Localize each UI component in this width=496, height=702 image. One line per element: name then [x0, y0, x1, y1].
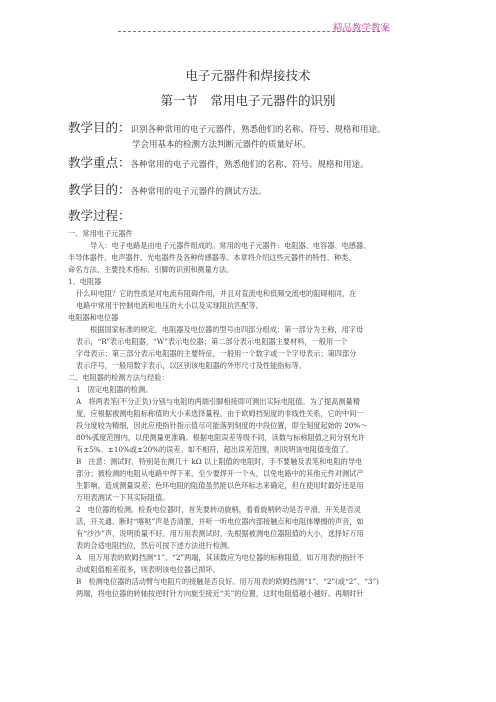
objectives-label: 教学目的： [68, 120, 131, 135]
body-line: 什么叫电阻？它的性质是对电流有阻碍作用，并且对直流电和低频交流电的阻碍相同，在 [76, 289, 357, 298]
body-line: 二、电阻器的检测方法与经验： [68, 373, 169, 382]
body-line: 度，应根据被测电阻标称值的大小来选择量程。由于欧姆挡刻度的非线性关系，它的中间一 [76, 409, 364, 418]
body-line: 部分；被检测的电阻从电路中焊下来，至少要焊开一个头，以免电路中的其他元件对测试产 [76, 469, 364, 478]
section-subtitle: 第一节 常用电子元器件的识别 [160, 93, 336, 108]
body-line: B 注意：测试时，特别是在测几十 kΩ 以上阻值的电阻时，手不要触及表笔和电阻的导电 [76, 457, 363, 466]
body-line: 1 固定电阻器的检测。 [76, 385, 153, 394]
body-line: 有±5%、±10%或±20%的误差。如不相符，超出误差范围，则说明该电阻值变值了。 [76, 445, 354, 454]
page-header: 精品教学教案 [332, 23, 390, 34]
process-label: 教学过程： [68, 208, 131, 223]
body-line: A 将两表笔(不分正负)分别与电阻的两端引脚相接即可测出实际电阻值。为了提高测量精 [76, 397, 360, 406]
body-line: 80%弧度范围内，以使测量更准确。根据电阻误差等级不同，读数与标称阻值之间分别允许 [76, 433, 366, 442]
body-line: 根据国家标准的规定，电阻器及电位器的型号由四部分组成：第一部分为主称，用字母 [90, 325, 364, 334]
body-line: 两端，将电位器的转轴按逆时针方向旋至接近“关”的位置，这时电阻值越小越好。再顺时针 [76, 589, 364, 598]
body-line: 表示，“R”表示电阻器，“W”表示电位器；第二部分表示电阻器主要材料，一般用一个 [76, 337, 348, 346]
body-line: 生影响，造成测量误差；色环电阻的阻值虽然能以色环标志来确定，但在使用时最好还是用 [76, 481, 364, 490]
body-line: 一、常用电子元器件 [68, 229, 133, 238]
process-row [68, 210, 131, 224]
difficulty-label: 教学目的： [68, 182, 131, 197]
objectives-row [68, 122, 386, 136]
body-line: B 检测电位器的活动臂与电阻片的接触是否良好。用万用表的欧姆挡测“1”、“2”(或“2”、“3”) [76, 577, 379, 586]
body-line: 表示序号，一般用数字表示，以区别该电阻器的外形尺寸及性能指标等。 [76, 361, 307, 370]
body-line: 电阻器和电位器 [68, 313, 119, 322]
body-line: 电路中常用于控制电流和电压的大小以及实现阻抗匹配等。 [76, 301, 263, 310]
difficulty-row [68, 184, 267, 198]
body-line: 2 电位器的检测。检查电位器时，首先要转动旋柄，看看旋柄转动是否平滑，开关是否灵 [76, 505, 361, 514]
body-line: 表的合适电阻挡位，然后可按下述方法进行检测。 [76, 541, 235, 550]
body-line: 1、电阻器 [68, 277, 102, 286]
body-line: 动或阻值相差很多，则表明该电位器已损坏。 [76, 565, 220, 574]
body-line: 命名方法、主要技术指标、引脚的识别和测量方法。 [68, 265, 234, 274]
body-line: 万用表测试一下其实际阻值。 [76, 493, 170, 502]
header-divider [118, 31, 380, 32]
body-line: 导入：电子电路是由电子元器件组成的。常用的电子元器件：电阻器、电容器、电感器、 [90, 241, 371, 250]
body-line: 半导体器件、电声器件、光电器件及各种传感器等。本章将介绍这些元器件的特性、种类、 [68, 253, 356, 262]
body-line: 段分度较为精细，因此应使指针指示值尽可能落到刻度的中段位置，即全刻度起始的 20%～ [76, 421, 368, 430]
body-line: 字母表示；第三部分表示电阻器的主要特征，一般用一个数字或一个字母表示；第四部分 [76, 349, 357, 358]
body-line: 有“沙沙”声，说明质量不好。用万用表测试时，先根据被测电位器阻值的大小，选择好万用 [76, 529, 364, 538]
key-points-text: 各种常用的电子元器件，熟悉他们的名称、符号、规格和用途。 [130, 160, 369, 170]
body-line: A 用万用表的欧姆挡测“1”、“2”两端，其读数应为电位器的标称阻值，如万用表的指针不 [76, 553, 364, 562]
key-points-row [68, 157, 369, 171]
key-points-label: 教学重点： [68, 155, 131, 170]
document-title: 电子元器件和焊接技术 [185, 68, 311, 83]
objectives-line-1: 识别各种常用的电子元器件，熟悉他们的名称、符号、规格和用途。 [130, 125, 386, 135]
body-line: 活，开关通、断时“喀哒”声是否清脆，并听一听电位器内部接触点和电阻体摩擦的声音，如 [76, 517, 364, 526]
objectives-line-2: 学会用基本的检测方法判断元器件的质量好坏。 [132, 140, 311, 150]
difficulty-text: 各种常用的电子元器件的测试方法。 [130, 187, 267, 197]
